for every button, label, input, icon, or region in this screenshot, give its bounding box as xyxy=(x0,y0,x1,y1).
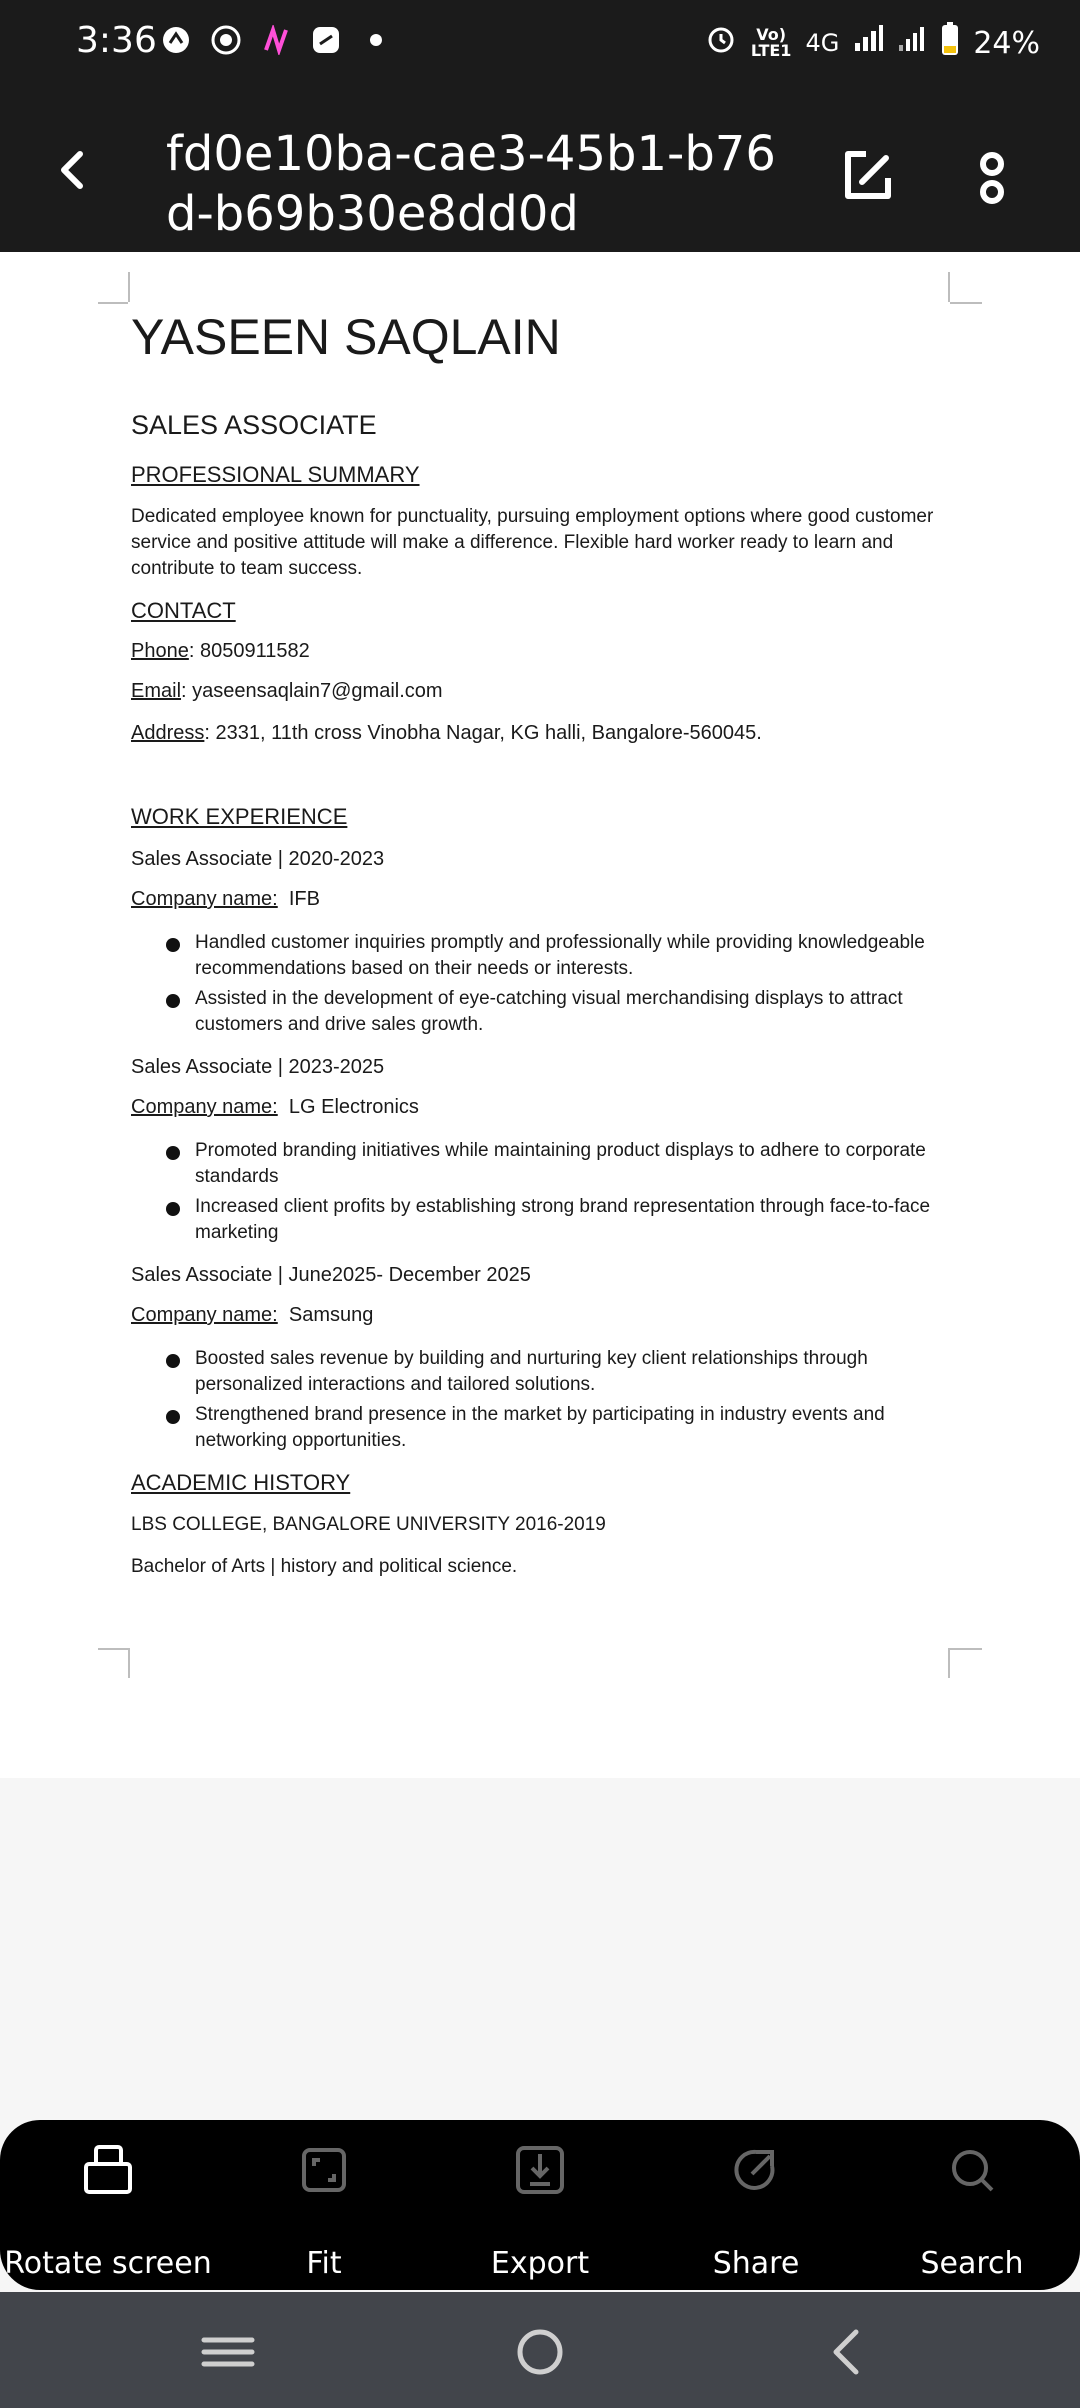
job-company-line xyxy=(131,888,320,911)
app-square-icon xyxy=(310,24,342,56)
signal-1-icon xyxy=(853,25,883,61)
back-button[interactable] xyxy=(44,138,104,202)
list-item: Handled customer inquiries promptly and professionally while providing knowledgeable recommendations based on their needs or interests. xyxy=(131,930,951,982)
share-label: Share xyxy=(712,2246,800,2281)
phone-label: Phone xyxy=(131,640,189,662)
job-period: | June2025- December 2025 xyxy=(272,1264,531,1286)
job-period: | 2023-2025 xyxy=(272,1056,385,1078)
share-button[interactable] xyxy=(648,2140,864,2281)
company-label: Company name: xyxy=(131,1096,278,1118)
system-back-icon xyxy=(808,2320,888,2384)
company-label: Company name: xyxy=(131,1304,278,1326)
whatsapp-icon xyxy=(210,24,242,56)
search-label: Search xyxy=(920,2246,1024,2281)
notification-icons xyxy=(160,24,392,56)
contact-phone xyxy=(131,640,310,663)
fit-button[interactable] xyxy=(216,2140,432,2281)
job-title-line xyxy=(131,1056,384,1079)
battery-percent: 24% xyxy=(973,25,1040,61)
rotate-screen-label: Rotate screen xyxy=(4,2246,212,2281)
more-notifications-dot-icon xyxy=(360,24,392,56)
crop-mark-bottom-left xyxy=(98,1648,130,1678)
degree-line: Bachelor of Arts | history and political science. xyxy=(131,1556,518,1577)
job-title-line xyxy=(131,1264,531,1287)
contact-heading: CONTACT xyxy=(131,598,236,623)
job-bullets xyxy=(131,1346,951,1458)
bottom-toolbar xyxy=(0,2120,1080,2290)
company-name: LG Electronics xyxy=(288,1096,419,1118)
contact-email xyxy=(131,680,443,703)
job-company-line xyxy=(131,1304,373,1327)
list-item: Boosted sales revenue by building and nurturing key client relationships through personalized interactions and tailored solutions. xyxy=(131,1346,951,1398)
crop-mark-top-right xyxy=(948,272,980,302)
list-item: Strengthened brand presence in the market by participating in industry events and networking opportunities. xyxy=(131,1402,951,1454)
summary-heading: PROFESSIONAL SUMMARY xyxy=(131,462,420,487)
college-line: LBS COLLEGE, BANGALORE UNIVERSITY 2016-2019 xyxy=(131,1514,606,1535)
list-item: Promoted branding initiatives while maintaining product displays to adhere to corporate standards xyxy=(131,1138,951,1190)
export-label: Export xyxy=(490,2246,590,2281)
volte-label: Vo) LTE1 xyxy=(750,25,792,60)
rotate-screen-button[interactable] xyxy=(0,2140,216,2281)
share-icon xyxy=(726,2140,786,2200)
phone-value: : 8050911582 xyxy=(188,640,310,662)
document-page[interactable] xyxy=(0,252,1080,1778)
company-label: Company name: xyxy=(131,888,278,910)
home-button[interactable] xyxy=(500,2320,580,2384)
export-icon xyxy=(510,2140,570,2200)
work-heading: WORK EXPERIENCE xyxy=(131,804,348,829)
export-button[interactable] xyxy=(432,2140,648,2281)
more-options-button[interactable] xyxy=(966,138,1018,218)
edit-button[interactable] xyxy=(836,144,900,208)
recent-apps-icon xyxy=(188,2320,268,2384)
status-time: 3:36 xyxy=(76,20,157,61)
resume-name: YASEEN SAQLAIN xyxy=(131,309,561,365)
status-bar xyxy=(0,0,1080,88)
signal-2-icon xyxy=(897,25,927,61)
fit-label: Fit xyxy=(306,2246,342,2281)
address-label: Address xyxy=(131,722,205,744)
app-n-icon xyxy=(260,24,292,56)
company-name: Samsung xyxy=(288,1304,374,1326)
search-icon xyxy=(942,2140,1002,2200)
status-right xyxy=(705,22,1040,64)
resume-role: SALES ASSOCIATE xyxy=(131,410,377,440)
alarm-icon xyxy=(705,23,737,63)
fit-icon xyxy=(294,2140,354,2200)
document-title: fd0e10ba-cae3-45b1-b76d-b69b30e8dd0d xyxy=(166,126,776,242)
summary-text: Dedicated employee known for punctuality, pursuing employment options where good customer service and positive attitude will make a difference. Flexible hard worker ready to learn and contribute to team success. xyxy=(131,506,934,579)
job-company-line xyxy=(131,1096,419,1119)
job-title-line xyxy=(131,848,384,871)
contact-address xyxy=(131,722,762,745)
system-navigation-bar xyxy=(0,2292,1080,2408)
home-icon xyxy=(500,2320,580,2384)
app-bar xyxy=(0,88,1080,252)
crop-mark-top-left xyxy=(98,272,130,302)
email-value: : yaseensaqlain7@gmail.com xyxy=(181,680,443,702)
email-label: Email xyxy=(131,680,182,702)
search-button[interactable] xyxy=(864,2140,1080,2281)
battery-icon xyxy=(941,22,959,64)
job-period: | 2020-2023 xyxy=(272,848,385,870)
job-bullets xyxy=(131,930,951,1042)
job-title: Sales Associate xyxy=(131,1264,273,1286)
job-bullets xyxy=(131,1138,951,1250)
system-back-button[interactable] xyxy=(808,2320,888,2384)
list-item: Increased client profits by establishing strong brand representation through face-to-face marketing xyxy=(131,1194,951,1246)
job-title: Sales Associate xyxy=(131,848,273,870)
recent-apps-button[interactable] xyxy=(188,2320,268,2384)
crop-mark-bottom-right xyxy=(948,1648,980,1678)
back-arrow-icon xyxy=(44,138,104,202)
more-vertical-icon xyxy=(966,138,1018,218)
address-value: : 2331, 11th cross Vinobha Nagar, KG halli, Bangalore-560045. xyxy=(204,722,762,744)
list-item: Assisted in the development of eye-catching visual merchandising displays to attract customers and drive sales growth. xyxy=(131,986,951,1038)
messaging-icon xyxy=(160,24,192,56)
rotate-screen-icon xyxy=(78,2140,138,2200)
network-type: 4G xyxy=(805,29,840,57)
job-title: Sales Associate xyxy=(131,1056,273,1078)
edit-icon xyxy=(836,144,900,208)
academic-heading: ACADEMIC HISTORY xyxy=(131,1470,351,1495)
company-name: IFB xyxy=(288,888,320,910)
